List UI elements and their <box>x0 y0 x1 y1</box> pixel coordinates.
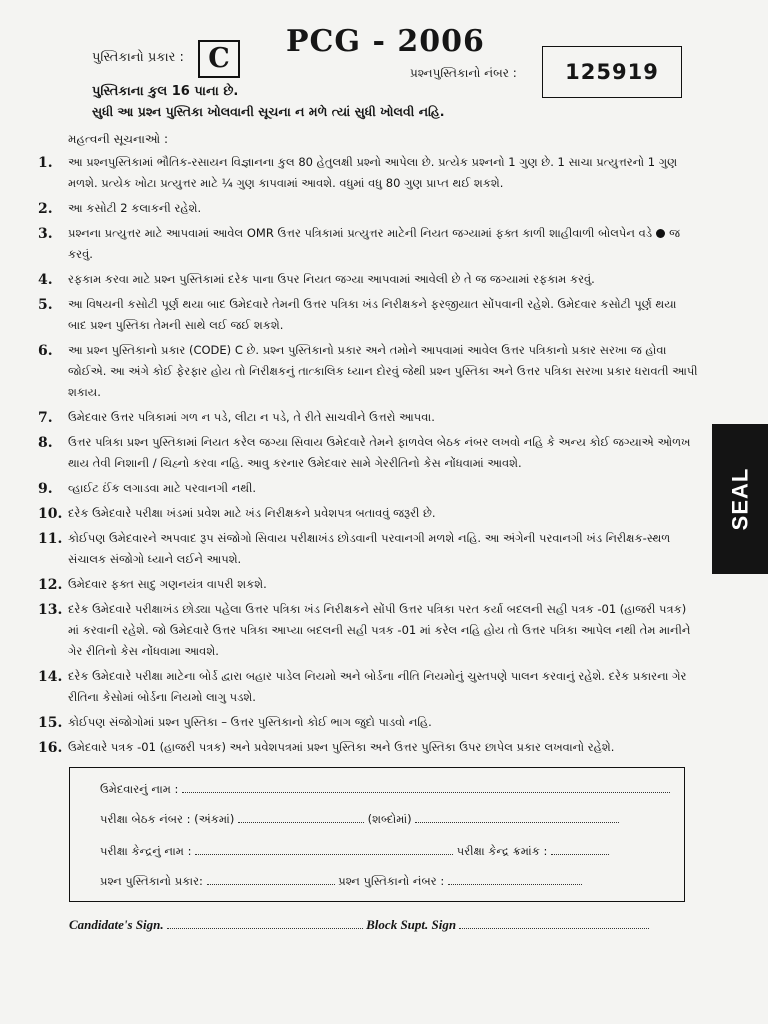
instruction-number: 3. <box>38 226 53 242</box>
instruction-text: દરેક ઉમેદવારે પરીક્ષાખંડ છોડ્યા પહેલા ઉત્તર પત્રિકા ખંડ નિરીક્ષકને સોંપી ઉત્તર પત્રિકા પરત કર્યા બદલની સહી પત્રક -01 (હાજરી પત્રક) માં કરવાની રહેશે. જો ઉમેદવારે ઉત્તર પત્રિકા આપ્યા બદલની સહી પત્રક -01 માં કરેલ નહિ હોય તો ઉત્તર પત્રિકા આપેલ નથી તેમ માનીને ગેર રીતિનો કેસ નોંધવામા આવશે. <box>68 602 691 658</box>
exam-title: PCG - 2006 <box>286 24 485 59</box>
instruction-number: 10. <box>38 506 63 522</box>
booklet-type-form-label: પ્રશ્ન પુસ્તિકાનો પ્રકાર: <box>100 874 203 888</box>
instruction-item <box>38 666 698 708</box>
open-note: સુધી આ પ્રશ્ન પુસ્તિકા ખોલવાની સૂચના ન મળે ત્યાં સુધી ખોલવી નહિ. <box>92 104 445 119</box>
instruction-item <box>38 269 698 290</box>
instruction-number: 9. <box>38 481 53 497</box>
instruction-item <box>38 478 698 499</box>
candidate-details-box <box>69 767 685 902</box>
instruction-text: વ્હાઈટ ઈંક લગાડવા માટે પરવાનગી નથી. <box>68 481 257 495</box>
instruction-item <box>38 407 698 428</box>
instruction-item <box>38 574 698 595</box>
block-supt-sign-label: Block Supt. Sign <box>366 917 457 932</box>
centre-name-label: પરીક્ષા કેન્દ્રનું નામ : <box>100 844 192 858</box>
candidate-name-dotted-line[interactable] <box>182 783 670 793</box>
instruction-text: આ પ્રશ્નપુસ્તિકામાં ભૌતિક-રસાયન વિજ્ઞાનના કુલ 80 હેતુલક્ષી પ્રશ્નો આપેલા છે. પ્રત્યેક પ્રશ્નનો 1 ગુણ છે. 1 સાચા પ્રત્યુત્તરનો 1 ગુણ મળશે. પ્રત્યેક ખોટા પ્રત્યુત્તર માટે ¼ ગુણ કાપવામાં આવશે. વધુમાં વધુ 80 ગુણ પ્રાપ્ત થઈ શકશે. <box>68 155 678 190</box>
instruction-number: 6. <box>38 343 53 359</box>
booklet-type-label: પુસ્તિકાનો પ્રકાર : <box>92 50 184 65</box>
instruction-number: 5. <box>38 297 53 313</box>
instruction-text: આ વિષયની કસોટી પૂર્ણ થયા બાદ ઉમેદવારે તેમની ઉત્તર પત્રિકા ખંડ નિરીક્ષકને ફરજીયાત સોંપવાની રહેશે. ઉમેદવાર કસોટી પૂર્ણ થયા બાદ પ્રશ્ન પુસ્તિકા તેમની સાથે લઈ જઈ શકશે. <box>68 297 677 332</box>
seal-tab <box>712 424 768 574</box>
booklet-type-value: C <box>198 40 240 78</box>
candidate-sign-dotted-line[interactable] <box>167 919 363 929</box>
centre-name-dotted-line[interactable] <box>195 845 453 855</box>
candidate-name-field[interactable] <box>100 782 670 797</box>
instruction-text: દરેક ઉમેદવારે પરીક્ષા ખંડમાં પ્રવેશ માટે ખંડ નિરીક્ષકને પ્રવેશપત્ર બતાવવું જરૂરી છે. <box>68 506 436 520</box>
instruction-text: ઉમેદવારે પત્રક -01 (હાજરી પત્રક) અને પ્રવેશપત્રમાં પ્રશ્ન પુસ્તિકા અને ઉત્તર પુસ્તિકા ઉપર છાપેલ પ્રકાર લખવાનો રહેશે. <box>68 740 615 754</box>
instruction-item <box>38 432 698 474</box>
booklet-type-dotted-line[interactable] <box>207 875 335 885</box>
instruction-number: 14. <box>38 669 63 685</box>
instruction-number: 7. <box>38 410 53 426</box>
instruction-number: 1. <box>38 155 53 171</box>
booklet-number-form-label: પ્રશ્ન પુસ્તિકાનો નંબર : <box>338 874 445 888</box>
seat-number-words-line[interactable] <box>415 813 619 823</box>
centre-name-field[interactable] <box>100 844 609 859</box>
instruction-text: પ્રશ્નના પ્રત્યુત્તર માટે આપવામાં આવેલ OMR ઉત્તર પત્રિકામાં પ્રત્યુત્તર માટેની નિયત જગ્યામાં ફક્ત કાળી શાહીવાળી બોલપેન વડે <box>68 226 653 240</box>
instruction-item <box>38 294 698 336</box>
instruction-item <box>38 223 698 265</box>
instruction-text: ઉમેદવાર ફક્ત સાદુ ગણનયંત્ર વાપરી શકશે. <box>68 577 267 591</box>
instruction-item <box>38 737 698 758</box>
booklet-info-field[interactable] <box>100 874 582 889</box>
instructions-list <box>38 152 698 762</box>
booklet-number-label: પ્રશ્નપુસ્તિકાનો નંબર : <box>410 66 517 80</box>
instruction-text: આ કસોટી 2 કલાકની રહેશે. <box>68 201 202 215</box>
seal-label: SEAL <box>727 467 752 531</box>
instructions-heading: મહત્વની સૂચનાઓ : <box>68 132 169 146</box>
instruction-number: 2. <box>38 201 53 217</box>
filled-bubble-icon <box>656 229 665 238</box>
instruction-number: 4. <box>38 272 53 288</box>
instruction-item <box>38 712 698 733</box>
instruction-number: 13. <box>38 602 63 618</box>
instruction-item <box>38 198 698 219</box>
instruction-text-end: જ કરવું. <box>68 226 680 261</box>
block-supt-sign-dotted-line[interactable] <box>459 919 649 929</box>
instruction-number: 12. <box>38 577 63 593</box>
centre-number-label: પરીક્ષા કેન્દ્ર ક્રમાંક : <box>456 844 548 858</box>
candidate-sign-label: Candidate's Sign. <box>69 917 164 932</box>
centre-number-dotted-line[interactable] <box>551 845 609 855</box>
instruction-number: 8. <box>38 435 53 451</box>
instruction-text: દરેક ઉમેદવારે પરીક્ષા માટેના બોર્ડ દ્વારા બહાર પાડેલ નિયમો અને બોર્ડના નીતિ નિયમોનું ચુસ્તપણે પાલન કરવાનું રહેશે. દરેક પ્રકારના ગેર રીતિના કેસોમાં બોર્ડના નિયમો લાગુ પડશે. <box>68 669 687 704</box>
instruction-text: કોઈપણ ઉમેદવારને અપવાદ રૂપ સંજોગો સિવાય પરીક્ષાખંડ છોડવાની પરવાનગી મળશે નહિ. આ અંગેની પરવાનગી ખંડ નિરીક્ષક-સ્થળ સંચાલક સંજોગો ધ્યાને લઈને આપશે. <box>68 531 671 566</box>
instruction-text: આ પ્રશ્ન પુસ્તિકાનો પ્રકાર (CODE) C છે. પ્રશ્ન પુસ્તિકાનો પ્રકાર અને તમોને આપવામાં આવેલ ઉત્તર પત્રિકાનો પ્રકાર સરખા જ હોવા જોઈએ. આ અંગે કોઈ ફેરફાર હોય તો નિરીક્ષકનું તાત્કાલિક ધ્યાન દોરવું જેથી પ્રશ્ન પુસ્તિકા અને ઉત્તર પત્રિકા સરખા પ્રકાર ધરાવતી આપી શકાય. <box>68 343 698 399</box>
instruction-text: ઉત્તર પત્રિકા પ્રશ્ન પુસ્તિકામાં નિયત કરેલ જગ્યા સિવાય ઉમેદવારે તેમને ફાળવેલ બેઠક નંબર લખવો નહિ કે અન્ય કોઈ જગ્યાએ ઓળખ થાય તેવી નિશાની / ચિહ્નો કરવા નહિ. આવુ કરનાર ઉમેદવાર સામે ગેરરીતિનો કેસ નોંધવામાં આવશે. <box>68 435 691 470</box>
candidate-sign-field[interactable] <box>69 917 649 933</box>
instruction-item <box>38 503 698 524</box>
instruction-text: ઉમેદવાર ઉત્તર પત્રિકામાં ગળ ન પડે, લીટા ન પડે, તે રીતે સાચવીને ઉત્તરો આપવા. <box>68 410 435 424</box>
seat-number-digits-line[interactable] <box>238 813 364 823</box>
seat-number-label: પરીક્ષા બેઠક નંબર : (અંકમાં) <box>100 812 235 826</box>
candidate-name-label: ઉમેદવારનું નામ : <box>100 782 179 796</box>
seat-number-field[interactable] <box>100 812 619 827</box>
instruction-text: રફકામ કરવા માટે પ્રશ્ન પુસ્તિકામાં દરેક પાના ઉપર નિયત જગ્યા આપવામાં આવેલી છે તે જ જગ્યામાં રફકામ કરવું. <box>68 272 595 286</box>
instruction-item <box>38 152 698 194</box>
pages-note: પુસ્તિકાના કુલ 16 પાના છે. <box>92 84 239 99</box>
instruction-item <box>38 528 698 570</box>
instruction-number: 15. <box>38 715 63 731</box>
booklet-number-dotted-line[interactable] <box>448 875 582 885</box>
instruction-text: કોઈપણ સંજોગોમાં પ્રશ્ન પુસ્તિકા – ઉત્તર પુસ્તિકાનો કોઈ ભાગ જુદો પાડવો નહિ. <box>68 715 432 729</box>
booklet-number-value: 125919 <box>542 46 682 98</box>
instruction-number: 11. <box>38 531 63 547</box>
seat-number-words-label: (શબ્દોમાં) <box>367 812 412 826</box>
instruction-number: 16. <box>38 740 63 756</box>
instruction-item <box>38 599 698 662</box>
instruction-item <box>38 340 698 403</box>
